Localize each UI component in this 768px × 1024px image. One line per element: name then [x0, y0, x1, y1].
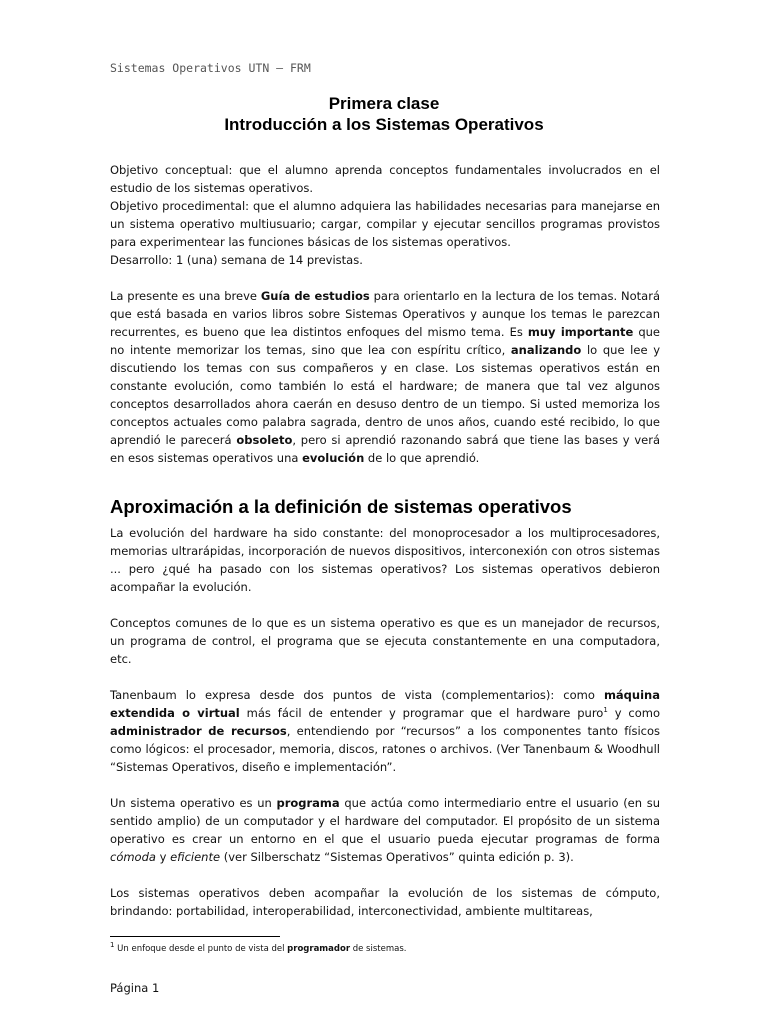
development-note: Desarrollo: 1 (una) semana de 14 previstas. — [110, 253, 363, 267]
emphasis-guia: Guía de estudios — [260, 289, 370, 303]
footnote-divider — [110, 936, 280, 937]
section-heading: Aproximación a la definición de sistemas operativos — [110, 496, 572, 517]
footnote-ref: 1 — [603, 706, 608, 715]
emphasis-muy-importante: muy importante — [527, 325, 634, 339]
objectives-block — [110, 161, 660, 269]
section-para-4: Un sistema operativo es un programa que actúa como intermediario entre el usuario (en su sentido amplio) de un computador y el hardware del computador. El propósito de un sistema operativo es crear un entorno en el que el usuario pueda ejecutar programas de forma cómoda y eficiente (ver Silberschatz “Sistemas Operativos” quinta edición p. 3). — [110, 796, 660, 864]
class-title: Primera clase — [328, 94, 440, 113]
emphasis-maquina-extendida: máquina extendida o virtual — [110, 688, 660, 720]
section-para-5: Los sistemas operativos deben acompañar la evolución de los sistemas de cómputo, brindando: portabilidad, interoperabilidad, interconectividad, ambiente multitareas, — [110, 886, 660, 918]
objective-procedural: Objetivo procedimental: que el alumno adquiera las habilidades necesarias para manejarse en un sistema operativo multiusuario; cargar, compilar y ejecutar sencillos programas provistos para experimentear las funciones básicas de los sistemas operativos. — [110, 199, 660, 249]
footnote: $^1$ Un enfoque desde el punto de vista del programador de sistemas. — [110, 941, 407, 954]
section-para-1: La evolución del hardware ha sido constante: del monoprocesador a los multiprocesadores, memorias ultrarápidas, incorporación de nuevos dispositivos, interconexión con otros sistemas ... pero ¿qué ha pasado con los sistemas operativos? Los sistemas operativos debieron acompañar la evolución. — [110, 526, 660, 594]
emphasis-administrador: administrador de recursos — [110, 724, 287, 738]
section-para-3: Tanenbaum lo expresa desde dos puntos de vista (complementarios): como máquina extendida o virtual más fácil de entender y programar que el hardware puro$^1$ y como administrador de recursos, entendiendo por “recursos” a los componentes tanto físicos como lógicos: el procesador, memoria, discos, ratones o archivos. (Ver Tanenbaum & Woodhull “Sistemas Operativos, diseño e implementación”. — [110, 688, 660, 774]
title-block — [110, 93, 658, 135]
objective-conceptual: Objetivo conceptual: que el alumno aprenda conceptos fundamentales involucrados en el estudio de los sistemas operativos. — [110, 163, 660, 195]
emphasis-programa: programa — [276, 796, 340, 810]
emphasis-evolucion: evolución — [302, 451, 365, 465]
emphasis-analizando: analizando — [510, 343, 582, 357]
intro-paragraph: La presente es una breve Guía de estudios para orientarlo en la lectura de los temas. Notará que está basada en varios libros sobre Sistemas Operativos y aunque los temas le parezcan recurrentes, es bueno que lea distintos enfoques del mismo tema. Es muy importante que no intente memorizar los temas, sino que lea con espíritu crítico, analizando lo que lee y discutiendo los temas con sus compañeros y en clase. Los sistemas operativos están en constante evolución, como también lo está el hardware; de manera que tal vez algunos conceptos desarrollados ahora caerán en desuso dentro de un tiempo. Si usted memoriza los conceptos actuales como palabra sagrada, dentro de unos años, cuando esté recibido, lo que aprendió le parecerá obsoleto, pero si aprendió razonando sabrá que tiene las bases y verá en esos sistemas operativos una evolución de lo que aprendió. — [110, 289, 661, 465]
document-title: Introducción a los Sistemas Operativos — [224, 115, 544, 134]
emphasis-obsoleto: obsoleto — [236, 433, 293, 447]
page-number: Página 1 — [110, 981, 160, 995]
emphasis-comoda: cómoda — [110, 850, 156, 864]
section-para-2: Conceptos comunes de lo que es un sistema operativo es que es un manejador de recursos, un programa de control, el programa que se ejecuta constantemente en una computadora, etc. — [110, 616, 660, 666]
running-header: Sistemas Operativos UTN – FRM — [110, 61, 311, 75]
emphasis-eficiente: eficiente — [170, 850, 221, 864]
